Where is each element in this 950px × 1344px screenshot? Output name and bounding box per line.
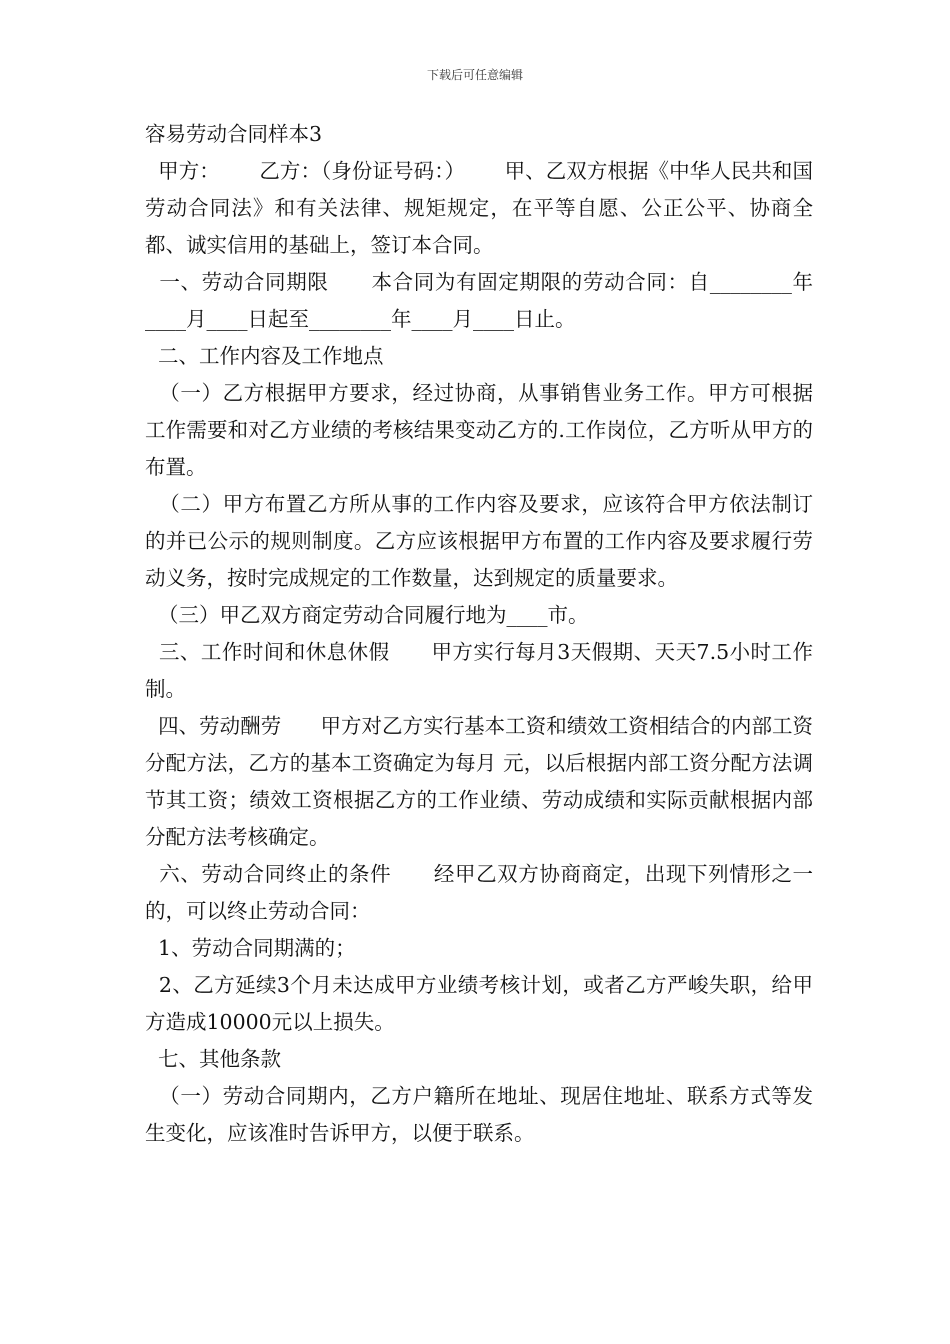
paragraph-hours: 三、工作时间和休息休假 甲方实行每月3天假期、天天7.5小时工作制。 [145, 640, 813, 701]
section-heading-other: 七、其他条款 [145, 1047, 282, 1071]
paragraph-pay: 四、劳动酬劳 甲方对乙方实行基本工资和绩效工资相结合的内部工资分配方法，乙方的基本工资确定为每月 元，以后根据内部工资分配方法调节其工资；绩效工资根据乙方的工作业绩、劳动成绩和实际贡献根据内部分配方法考核确定。 [145, 714, 813, 849]
document-title: 容易劳动合同样本3 [145, 122, 323, 146]
paragraph-work-2: （二）甲方布置乙方所从事的工作内容及要求，应该符合甲方依法制订的并已公示的规则制度。乙方应该根据甲方布置的工作内容及要求履行劳动义务，按时完成规定的工作数量，达到规定的质量要求。 [145, 492, 813, 590]
paragraph-term: 一、劳动合同期限 本合同为有固定期限的劳动合同：自________年____月____日起至________年____月____日止。 [145, 270, 813, 331]
header-note: 下载后可任意编辑 [426, 68, 523, 82]
paragraph-parties: 甲方： 乙方：（身份证号码：） 甲、乙双方根据《中华人民共和国劳动合同法》和有关法律、规矩规定，在平等自愿、公正公平、协商全都、诚实信用的基础上，签订本合同。 [145, 159, 813, 257]
paragraph-termination: 六、劳动合同终止的条件 经甲乙双方协商商定，出现下列情形之一的，可以终止劳动合同： [145, 862, 813, 923]
paragraph-work-3: （三）甲乙双方商定劳动合同履行地为____市。 [145, 603, 589, 627]
paragraph-termination-1: 1、劳动合同期满的； [145, 936, 356, 960]
paragraph-work-1: （一）乙方根据甲方要求，经过协商，从事销售业务工作。甲方可根据工作需要和对乙方业绩的考核结果变动乙方的.工作岗位，乙方听从甲方的布置。 [145, 381, 813, 479]
document-body [145, 116, 813, 1152]
section-heading-work: 二、工作内容及工作地点 [145, 344, 384, 368]
paragraph-termination-2: 2、乙方延续3个月未达成甲方业绩考核计划，或者乙方严峻失职，给甲方造成10000元以上损失。 [145, 973, 813, 1034]
paragraph-other-1: （一）劳动合同期内，乙方户籍所在地址、现居住地址、联系方式等发生变化，应该准时告诉甲方，以便于联系。 [145, 1084, 813, 1145]
